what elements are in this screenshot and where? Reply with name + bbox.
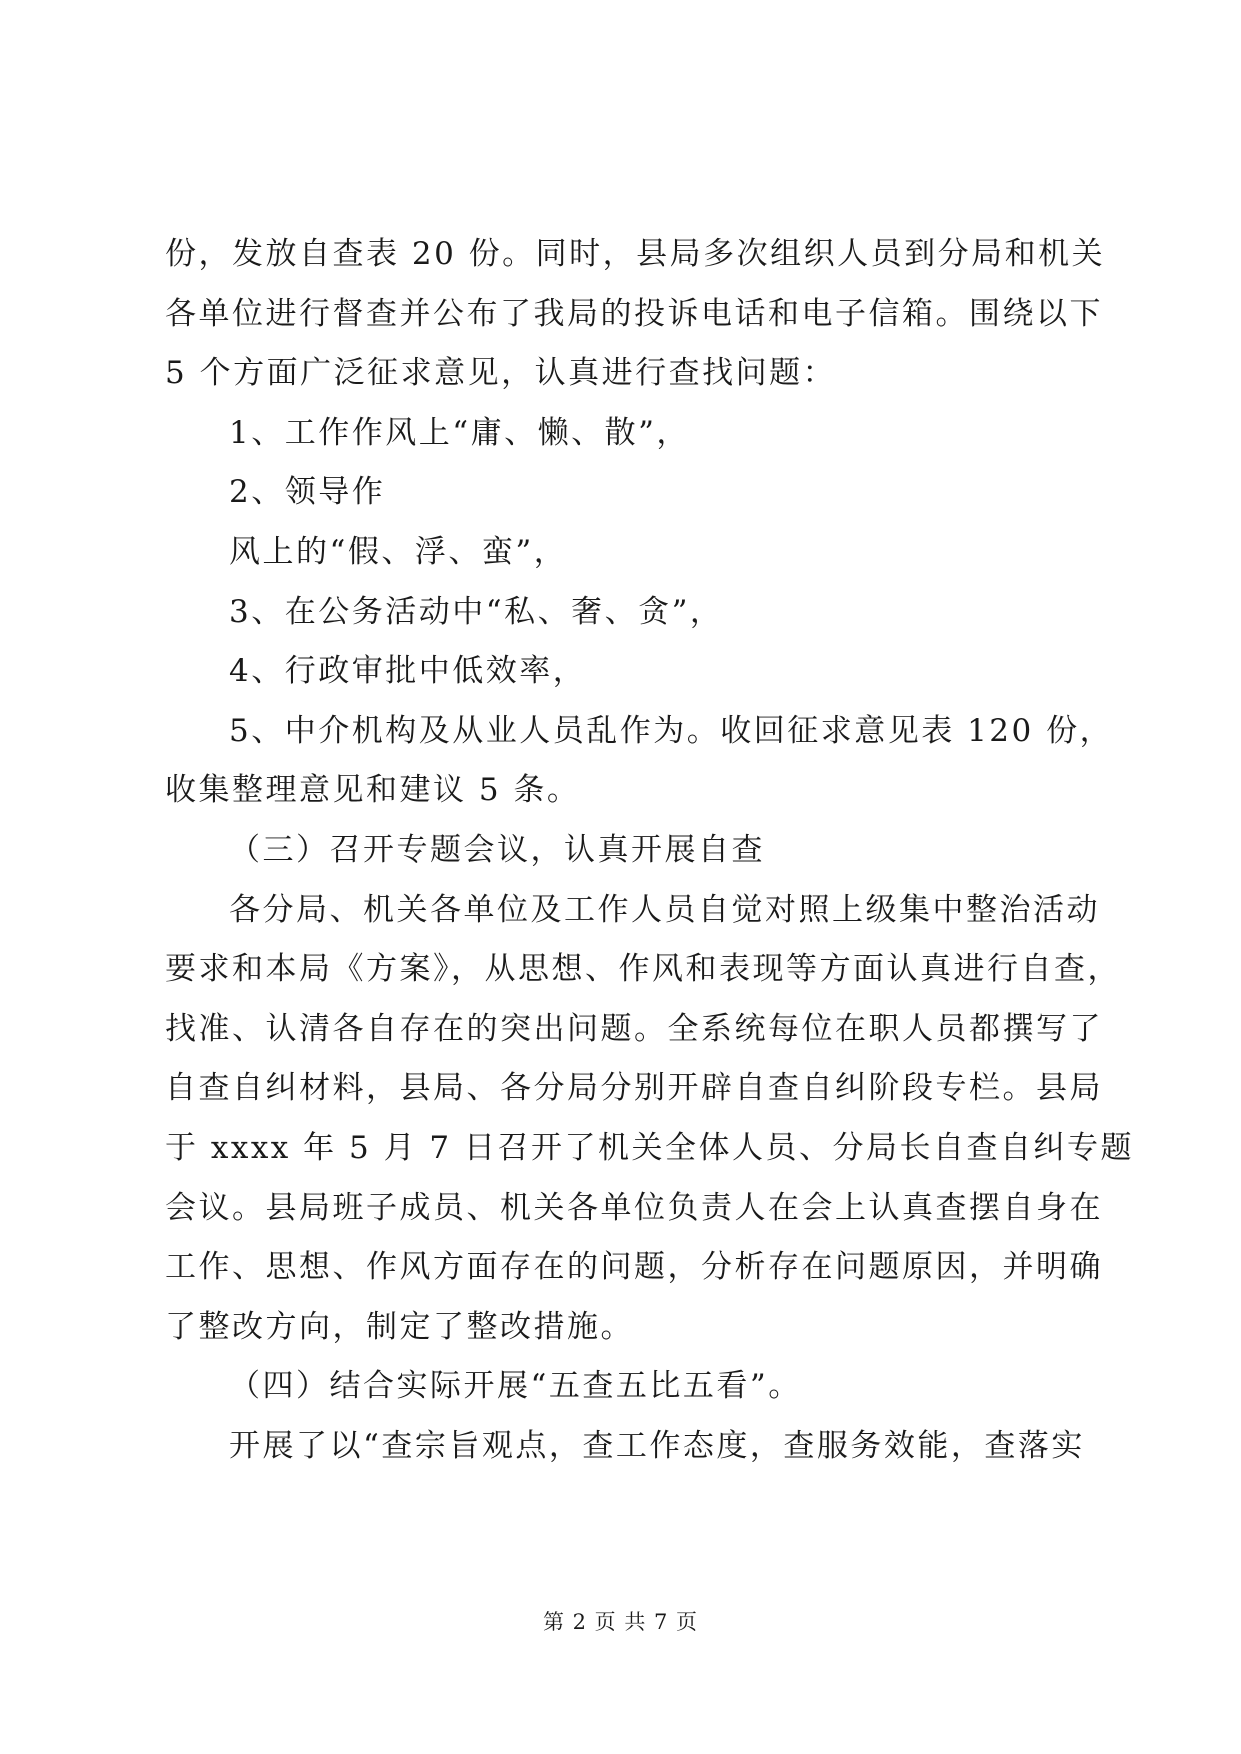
list-item: 4、行政审批中低效率， — [229, 653, 587, 690]
list-item: 3、在公务活动中“私、奢、贪”， — [229, 593, 724, 630]
text-line: 自查自纠材料，县局、各分局分别开辟自查自纠阶段专栏。县局 — [165, 1070, 1103, 1107]
text-line: 收集整理意见和建议 5 条。 — [165, 772, 581, 809]
list-item: 1、工作作风上“庸、懒、散”， — [229, 414, 690, 451]
text-line: 了整改方向，制定了整改措施。 — [165, 1308, 634, 1345]
section-heading: （四）结合实际开展“五查五比五看”。 — [229, 1368, 802, 1405]
document-body — [165, 225, 1134, 1476]
list-item-continuation: 风上的“假、浮、蛮”， — [229, 533, 568, 570]
text-line: 于 xxxx 年 5 月 7 日召开了机关全体人员、分局长自查自纠专题 — [165, 1129, 1134, 1166]
text-line: 份，发放自查表 20 份。同时，县局多次组织人员到分局和机关 — [165, 236, 1106, 272]
section-heading: （三）召开专题会议，认真开展自查 — [229, 831, 765, 868]
text-line: 会议。县局班子成员、机关各单位负责人在会上认真查摆自身在 — [165, 1189, 1103, 1226]
list-item: 5、中介机构及从业人员乱作为。收回征求意见表 120 份， — [229, 712, 1114, 749]
text-line: 各单位进行督查并公布了我局的投诉电话和电子信箱。围绕以下 — [165, 295, 1103, 332]
paragraph-start: 各分局、机关各单位及工作人员自觉对照上级集中整治活动 — [229, 891, 1100, 928]
text-line: 5 个方面广泛征求意见，认真进行查找问题： — [165, 355, 837, 392]
list-item: 2、领导作 — [229, 474, 386, 511]
text-line: 工作、思想、作风方面存在的问题，分析存在问题原因，并明确 — [165, 1249, 1103, 1286]
text-line: 找准、认清各自存在的突出问题。全系统每位在职人员都撰写了 — [165, 1010, 1103, 1047]
paragraph-start: 开展了以“查宗旨观点，查工作态度，查服务效能，查落实 — [229, 1427, 1085, 1464]
text-line: 要求和本局《方案》，从思想、作风和表现等方面认真进行自查， — [165, 951, 1121, 988]
page-number-footer: 第 2 页 共 7 页 — [542, 1610, 699, 1634]
